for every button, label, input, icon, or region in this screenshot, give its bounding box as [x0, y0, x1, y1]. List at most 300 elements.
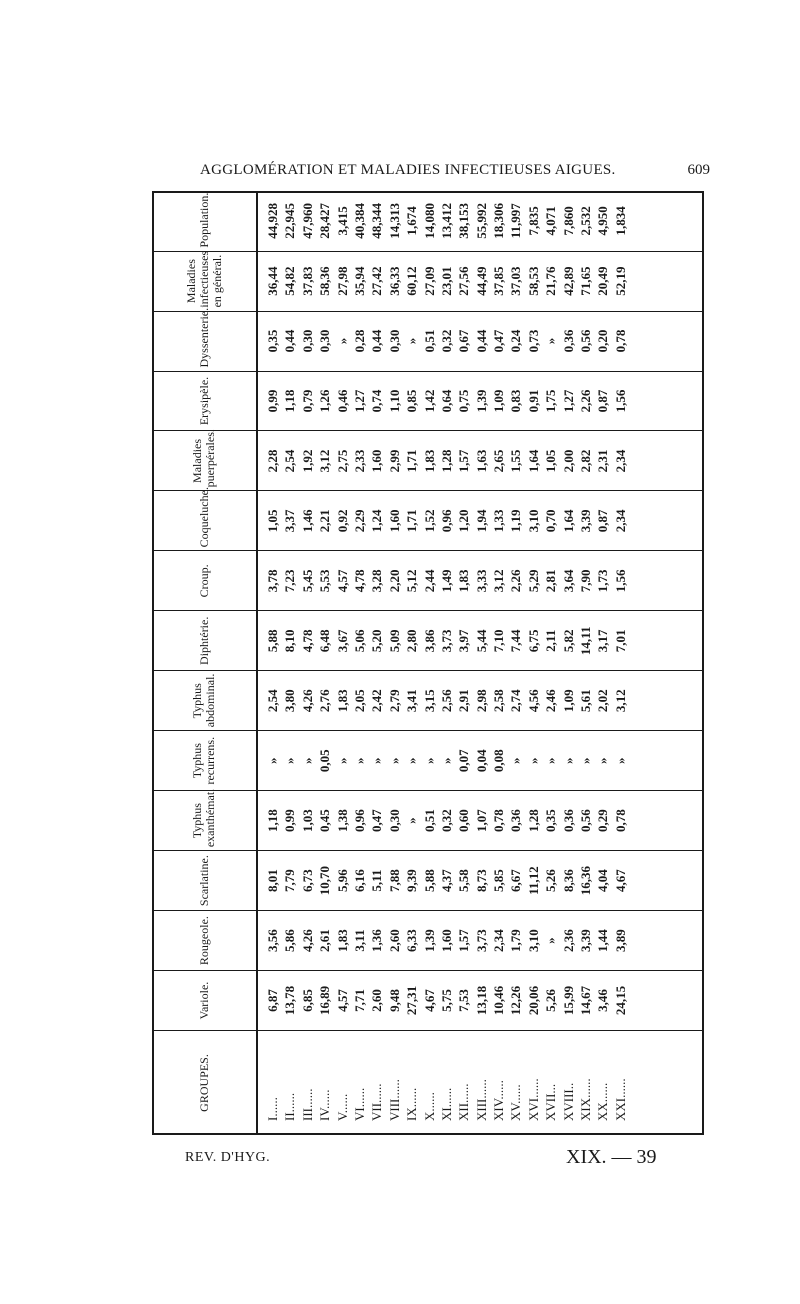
- data-row: [257, 191, 704, 1135]
- cell-croup: 7,23: [282, 569, 298, 593]
- cell-diphterie: 7,10: [491, 629, 507, 653]
- cell-population: 7,835: [525, 206, 541, 236]
- cell-typhus-abdominal: 2,02: [595, 689, 611, 713]
- cell-maladies-puerperales: 2,33: [351, 449, 367, 473]
- sheet-signature: XIX. — 39: [566, 1146, 657, 1168]
- column-header-scarlatine: Scarlatine.: [152, 851, 257, 911]
- cell-variole: 9,48: [386, 989, 402, 1012]
- cell-typhus-abdominal: 3,15: [421, 689, 437, 713]
- column-header-dyssenterie: Dyssenterie.: [152, 311, 257, 371]
- column-croup: [257, 551, 704, 611]
- cell-dyssenterie: 0,30: [386, 329, 402, 353]
- cell-groupes: IV......: [317, 1089, 333, 1121]
- cell-erysipele: 1,26: [317, 389, 333, 413]
- cell-maladies-puerperales: 1,92: [299, 449, 315, 473]
- cell-typhus-abdominal: 1,09: [560, 689, 576, 713]
- cell-groupes: XI......: [438, 1087, 454, 1121]
- cell-population: 14,313: [386, 202, 402, 239]
- cell-coqueluche: 0,92: [334, 509, 350, 533]
- cell-coqueluche: 2,29: [351, 509, 367, 533]
- column-header-croup: Croup.: [152, 551, 257, 611]
- cell-typhus-recurrens: »: [265, 757, 280, 764]
- cell-maladies-infect: 36,44: [265, 266, 280, 296]
- cell-population: 2,532: [578, 206, 594, 236]
- cell-scarlatine: 5,26: [543, 869, 559, 892]
- cell-population: 3,415: [334, 206, 350, 236]
- cell-erysipele: 0,75: [456, 389, 472, 413]
- cell-variole: 16,89: [317, 985, 333, 1016]
- cell-diphterie: 7,44: [508, 629, 524, 653]
- cell-scarlatine: 8,01: [265, 869, 280, 892]
- cell-erysipele: 1,39: [473, 389, 489, 413]
- cell-groupes: XIX......: [578, 1078, 594, 1121]
- cell-coqueluche: 1,60: [386, 509, 402, 533]
- column-header-maladies-infect: Maladies infectieuses en général.: [152, 251, 257, 311]
- cell-croup: 1,83: [456, 569, 472, 593]
- cell-dyssenterie: 0,36: [560, 329, 576, 353]
- cell-croup: 1,56: [612, 569, 628, 593]
- cell-population: 4,950: [595, 206, 611, 236]
- cell-typhus-recurrens: »: [612, 757, 628, 764]
- cell-diphterie: 6,75: [525, 629, 541, 653]
- cell-erysipele: 1,09: [491, 389, 507, 413]
- cell-coqueluche: 3,37: [282, 509, 298, 533]
- cell-maladies-puerperales: 1,55: [508, 449, 524, 473]
- cell-groupes: II......: [282, 1092, 298, 1121]
- cell-rougeole: 3,39: [578, 929, 594, 952]
- cell-population: 7,860: [560, 206, 576, 236]
- cell-variole: 24,15: [612, 985, 628, 1016]
- rotated-table-frame: [152, 191, 704, 1135]
- cell-population: 28,427: [317, 202, 333, 239]
- cell-variole: 14,67: [578, 985, 594, 1016]
- cell-typhus-exanth: 0,47: [369, 809, 385, 833]
- cell-diphterie: 3,97: [456, 629, 472, 653]
- cell-typhus-exanth: 0,30: [386, 809, 402, 833]
- column-coqueluche: [257, 491, 704, 551]
- cell-croup: 1,73: [595, 569, 611, 593]
- cell-typhus-recurrens: »: [282, 757, 298, 764]
- cell-erysipele: 0,74: [369, 389, 385, 413]
- column-header-typhus-exanth: Typhus exanthémat.: [152, 791, 257, 851]
- cell-typhus-recurrens: »: [438, 757, 454, 764]
- cell-rougeole: 1,44: [595, 929, 611, 952]
- column-header-erysipele: Erysipèle.: [152, 371, 257, 431]
- cell-erysipele: 1,10: [386, 389, 402, 413]
- column-header-diphterie: Diphtérie.: [152, 611, 257, 671]
- cell-typhus-exanth: 0,96: [351, 809, 367, 833]
- cell-groupes: VIII......: [386, 1079, 402, 1121]
- cell-typhus-exanth: 1,38: [334, 809, 350, 833]
- cell-variole: 10,46: [491, 985, 507, 1016]
- cell-population: 48,344: [369, 202, 385, 239]
- cell-groupes: I......: [265, 1097, 280, 1121]
- cell-croup: 2,26: [508, 569, 524, 593]
- cell-groupes: XVII...: [543, 1083, 559, 1121]
- cell-dyssenterie: 0,78: [612, 329, 628, 353]
- cell-dyssenterie: 0,47: [491, 329, 507, 353]
- cell-maladies-infect: 37,03: [508, 266, 524, 296]
- cell-rougeole: 3,10: [525, 929, 541, 952]
- cell-typhus-exanth: 0,29: [595, 809, 611, 833]
- cell-groupes: IX......: [404, 1087, 420, 1121]
- cell-maladies-puerperales: 1,83: [421, 449, 437, 473]
- cell-maladies-puerperales: 1,28: [438, 449, 454, 473]
- cell-croup: 5,45: [299, 569, 315, 593]
- cell-typhus-recurrens: 0,08: [491, 749, 507, 773]
- cell-typhus-abdominal: 2,91: [456, 689, 472, 713]
- cell-typhus-recurrens: »: [525, 757, 541, 764]
- cell-dyssenterie: 0,44: [369, 329, 385, 353]
- cell-scarlatine: 7,79: [282, 869, 298, 892]
- cell-typhus-abdominal: 2,58: [491, 689, 507, 713]
- cell-typhus-recurrens: »: [578, 757, 594, 764]
- header-row: [152, 191, 257, 1135]
- cell-croup: 3,12: [491, 569, 507, 593]
- cell-typhus-abdominal: 4,26: [299, 689, 315, 713]
- cell-erysipele: 0,99: [265, 389, 280, 413]
- cell-dyssenterie: 0,24: [508, 329, 524, 353]
- cell-maladies-puerperales: 2,00: [560, 449, 576, 473]
- cell-population: 40,384: [351, 202, 367, 239]
- cell-erysipele: 0,46: [334, 389, 350, 413]
- cell-typhus-recurrens: »: [508, 757, 524, 764]
- cell-typhus-exanth: 0,36: [560, 809, 576, 833]
- cell-croup: 2,20: [386, 569, 402, 593]
- cell-typhus-exanth: 0,78: [491, 809, 507, 833]
- cell-maladies-puerperales: 3,12: [317, 449, 333, 473]
- cell-maladies-puerperales: 1,71: [404, 449, 420, 473]
- cell-typhus-abdominal: 3,80: [282, 689, 298, 713]
- column-typhus-abdominal: [257, 671, 704, 731]
- cell-groupes: X......: [421, 1092, 437, 1121]
- cell-diphterie: 7,01: [612, 629, 628, 653]
- cell-maladies-puerperales: 1,57: [456, 449, 472, 473]
- cell-typhus-recurrens: »: [299, 757, 315, 764]
- cell-rougeole: 2,60: [386, 929, 402, 952]
- cell-scarlatine: 4,67: [612, 869, 628, 892]
- cell-scarlatine: 16,36: [578, 866, 594, 896]
- cell-dyssenterie: 0,32: [438, 329, 454, 353]
- cell-rougeole: 3,73: [473, 929, 489, 952]
- cell-population: 47,960: [299, 202, 315, 239]
- cell-groupes: XIV......: [491, 1080, 507, 1121]
- column-header-variole: Variole.: [152, 971, 257, 1031]
- cell-typhus-recurrens: »: [595, 757, 611, 764]
- cell-coqueluche: 1,20: [456, 509, 472, 533]
- cell-population: 13,412: [438, 202, 454, 239]
- cell-rougeole: 3,56: [265, 929, 280, 952]
- column-header-maladies-puerperales: Maladies puerpérales.: [152, 431, 257, 491]
- cell-typhus-recurrens: »: [404, 757, 420, 764]
- cell-scarlatine: 4,04: [595, 869, 611, 892]
- running-title: AGGLOMÉRATION ET MALADIES INFECTIEUSES AIGUES.: [200, 162, 616, 178]
- cell-variole: 6,87: [265, 989, 280, 1012]
- cell-typhus-abdominal: 2,98: [473, 689, 489, 713]
- cell-typhus-recurrens: 0,04: [473, 749, 489, 773]
- cell-groupes: XV......: [508, 1084, 524, 1121]
- cell-maladies-infect: 20,49: [595, 266, 611, 296]
- cell-dyssenterie: 0,28: [351, 329, 367, 353]
- cell-diphterie: 14,11: [578, 626, 594, 656]
- cell-maladies-infect: 27,42: [369, 266, 385, 296]
- cell-maladies-infect: 54,82: [282, 266, 298, 296]
- cell-croup: 3,64: [560, 569, 576, 593]
- cell-rougeole: 4,26: [299, 929, 315, 952]
- cell-typhus-exanth: 1,07: [473, 809, 489, 833]
- cell-scarlatine: 10,70: [317, 866, 333, 896]
- cell-population: 1,674: [404, 206, 420, 236]
- cell-groupes: XVIII..: [560, 1082, 576, 1121]
- column-erysipele: [257, 371, 704, 431]
- cell-rougeole: 1,79: [508, 929, 524, 952]
- cell-population: 22,945: [282, 202, 298, 239]
- column-header-coqueluche: Coqueluche.: [152, 491, 257, 551]
- cell-scarlatine: 4,37: [438, 869, 454, 892]
- cell-maladies-infect: 36,33: [386, 266, 402, 296]
- column-header-groupes: GROUPES.: [152, 1031, 257, 1136]
- column-header-rougeole: Rougeole.: [152, 911, 257, 971]
- cell-diphterie: 5,88: [265, 629, 280, 653]
- cell-maladies-infect: 58,53: [525, 266, 541, 296]
- cell-typhus-abdominal: 5,61: [578, 689, 594, 713]
- cell-croup: 2,81: [543, 569, 559, 593]
- column-population: [257, 191, 704, 251]
- column-typhus-recurrens: [257, 731, 704, 791]
- cell-erysipele: 1,27: [560, 389, 576, 413]
- cell-maladies-puerperales: 2,65: [491, 449, 507, 473]
- cell-dyssenterie: 0,73: [525, 329, 541, 353]
- column-variole: [257, 971, 704, 1031]
- cell-coqueluche: 1,64: [560, 509, 576, 533]
- cell-scarlatine: 8,73: [473, 869, 489, 892]
- cell-dyssenterie: 0,20: [595, 329, 611, 353]
- cell-typhus-recurrens: »: [351, 757, 367, 764]
- cell-typhus-recurrens: »: [334, 757, 350, 764]
- cell-dyssenterie: 0,30: [317, 329, 333, 353]
- cell-maladies-infect: 35,94: [351, 266, 367, 296]
- cell-typhus-abdominal: 3,41: [404, 689, 420, 713]
- cell-scarlatine: 8,36: [560, 869, 576, 892]
- cell-erysipele: 1,18: [282, 389, 298, 413]
- cell-typhus-exanth: 0,36: [508, 809, 524, 833]
- cell-diphterie: 5,82: [560, 629, 576, 653]
- cell-typhus-exanth: 0,60: [456, 809, 472, 833]
- cell-typhus-exanth: »: [404, 817, 420, 824]
- cell-coqueluche: 3,10: [525, 509, 541, 533]
- cell-groupes: III......: [299, 1088, 315, 1121]
- cell-coqueluche: 0,87: [595, 509, 611, 533]
- cell-typhus-exanth: 0,51: [421, 809, 437, 833]
- cell-groupes: XXI......: [612, 1078, 628, 1121]
- cell-coqueluche: 1,52: [421, 509, 437, 533]
- cell-croup: 1,49: [438, 569, 454, 593]
- column-diphterie: [257, 611, 704, 671]
- cell-variole: 13,18: [473, 985, 489, 1016]
- cell-rougeole: 1,39: [421, 929, 437, 952]
- cell-maladies-puerperales: 1,63: [473, 449, 489, 473]
- cell-coqueluche: 0,96: [438, 509, 454, 533]
- cell-coqueluche: 1,33: [491, 509, 507, 533]
- cell-maladies-puerperales: 2,54: [282, 449, 298, 473]
- column-rougeole: [257, 911, 704, 971]
- cell-groupes: XVI......: [525, 1078, 541, 1121]
- cell-dyssenterie: »: [543, 337, 559, 345]
- cell-typhus-recurrens: 0,05: [317, 749, 333, 773]
- cell-maladies-infect: 23,01: [438, 266, 454, 296]
- cell-typhus-exanth: 1,03: [299, 809, 315, 833]
- cell-maladies-infect: 58,36: [317, 266, 333, 296]
- cell-maladies-infect: 37,85: [491, 266, 507, 296]
- cell-dyssenterie: 0,44: [473, 329, 489, 353]
- cell-typhus-abdominal: 1,83: [334, 689, 350, 713]
- cell-typhus-recurrens: »: [560, 757, 576, 764]
- cell-typhus-recurrens: »: [386, 757, 402, 764]
- cell-rougeole: 2,34: [491, 929, 507, 952]
- cell-coqueluche: 3,39: [578, 509, 594, 533]
- cell-erysipele: 1,42: [421, 389, 437, 413]
- cell-variole: 4,67: [421, 989, 437, 1012]
- cell-erysipele: 0,64: [438, 389, 454, 413]
- cell-typhus-abdominal: 2,42: [369, 689, 385, 713]
- cell-variole: 2,60: [369, 989, 385, 1012]
- cell-rougeole: 5,86: [282, 929, 298, 952]
- cell-variole: 5,75: [438, 989, 454, 1012]
- cell-maladies-infect: 44,49: [473, 266, 489, 296]
- cell-variole: 3,46: [595, 989, 611, 1012]
- cell-typhus-abdominal: 2,76: [317, 689, 333, 713]
- cell-diphterie: 8,10: [282, 629, 298, 653]
- cell-groupes: VI......: [351, 1087, 367, 1121]
- cell-coqueluche: 1,71: [404, 509, 420, 533]
- cell-population: 18,306: [491, 202, 507, 239]
- cell-croup: 5,29: [525, 569, 541, 593]
- cell-maladies-puerperales: 1,60: [369, 449, 385, 473]
- cell-diphterie: 3,86: [421, 629, 437, 653]
- cell-typhus-exanth: 0,32: [438, 809, 454, 833]
- cell-maladies-puerperales: 1,64: [525, 449, 541, 473]
- cell-scarlatine: 5,96: [334, 869, 350, 892]
- cell-groupes: V......: [334, 1093, 350, 1121]
- cell-maladies-puerperales: 2,75: [334, 449, 350, 473]
- cell-rougeole: 3,11: [351, 929, 367, 952]
- cell-coqueluche: 1,94: [473, 509, 489, 533]
- cell-diphterie: 4,78: [299, 629, 315, 653]
- cell-rougeole: 2,36: [560, 929, 576, 952]
- cell-scarlatine: 5,85: [491, 869, 507, 892]
- journal-signature: REV. D'HYG.: [185, 1150, 271, 1165]
- cell-diphterie: 5,09: [386, 629, 402, 653]
- cell-diphterie: 2,11: [543, 629, 559, 652]
- cell-variole: 7,71: [351, 989, 367, 1012]
- cell-rougeole: 1,60: [438, 929, 454, 952]
- cell-scarlatine: 6,73: [299, 869, 315, 892]
- column-groupes: [257, 1031, 704, 1136]
- cell-erysipele: 0,83: [508, 389, 524, 413]
- statistics-table: [152, 191, 704, 1135]
- cell-croup: 3,28: [369, 569, 385, 593]
- cell-diphterie: 3,17: [595, 629, 611, 653]
- cell-scarlatine: 11,12: [525, 866, 541, 895]
- cell-croup: 7,90: [578, 569, 594, 593]
- cell-erysipele: 1,75: [543, 389, 559, 413]
- cell-diphterie: 3,73: [438, 629, 454, 653]
- cell-erysipele: 0,87: [595, 389, 611, 413]
- cell-typhus-abdominal: 4,56: [525, 689, 541, 713]
- column-dyssenterie: [257, 311, 704, 371]
- cell-typhus-abdominal: 3,12: [612, 689, 628, 713]
- cell-typhus-recurrens: »: [369, 757, 385, 764]
- cell-population: 1,834: [612, 206, 628, 236]
- cell-croup: 3,78: [265, 569, 280, 593]
- cell-maladies-puerperales: 2,28: [265, 449, 280, 473]
- cell-rougeole: 6,33: [404, 929, 420, 952]
- cell-variole: 13,78: [282, 985, 298, 1016]
- cell-groupes: XII......: [456, 1083, 472, 1121]
- cell-variole: 5,26: [543, 989, 559, 1012]
- cell-groupes: VII......: [369, 1083, 385, 1121]
- cell-rougeole: 1,83: [334, 929, 350, 952]
- cell-typhus-exanth: 0,56: [578, 809, 594, 833]
- cell-maladies-infect: 37,83: [299, 266, 315, 296]
- cell-erysipele: 0,85: [404, 389, 420, 413]
- cell-maladies-infect: 42,89: [560, 266, 576, 296]
- cell-variole: 4,57: [334, 989, 350, 1012]
- page-header: [200, 162, 710, 186]
- cell-rougeole: 2,61: [317, 929, 333, 952]
- cell-maladies-puerperales: 2,31: [595, 449, 611, 473]
- cell-dyssenterie: »: [334, 337, 350, 345]
- cell-dyssenterie: »: [404, 337, 420, 345]
- cell-maladies-infect: 27,56: [456, 266, 472, 296]
- cell-typhus-abdominal: 2,46: [543, 689, 559, 713]
- cell-typhus-exanth: 1,18: [265, 809, 280, 833]
- cell-groupes: XIII......: [473, 1079, 489, 1121]
- cell-variole: 12,26: [508, 985, 524, 1016]
- cell-diphterie: 5,06: [351, 629, 367, 653]
- column-header-typhus-abdominal: Typhus abdominal.: [152, 671, 257, 731]
- cell-typhus-abdominal: 2,74: [508, 689, 524, 713]
- cell-rougeole: 1,36: [369, 929, 385, 952]
- cell-scarlatine: 5,58: [456, 869, 472, 892]
- cell-population: 44,928: [265, 202, 280, 239]
- cell-dyssenterie: 0,51: [421, 329, 437, 353]
- cell-dyssenterie: 0,35: [265, 329, 280, 353]
- cell-coqueluche: 1,05: [265, 509, 280, 533]
- column-maladies-infect: [257, 251, 704, 311]
- cell-population: 4,071: [543, 206, 559, 236]
- cell-typhus-abdominal: 2,79: [386, 689, 402, 713]
- cell-erysipele: 1,56: [612, 389, 628, 413]
- cell-population: 55,992: [473, 202, 489, 239]
- cell-diphterie: 5,44: [473, 629, 489, 653]
- cell-erysipele: 2,26: [578, 389, 594, 413]
- cell-coqueluche: 1,46: [299, 509, 315, 533]
- page-number: 609: [687, 162, 710, 178]
- cell-dyssenterie: 0,67: [456, 329, 472, 353]
- cell-population: 11,997: [508, 203, 524, 239]
- cell-maladies-puerperales: 2,34: [612, 449, 628, 473]
- cell-diphterie: 2,80: [404, 629, 420, 653]
- cell-maladies-puerperales: 2,99: [386, 449, 402, 473]
- cell-croup: 4,78: [351, 569, 367, 593]
- cell-croup: 5,53: [317, 569, 333, 593]
- cell-typhus-exanth: 0,35: [543, 809, 559, 833]
- cell-erysipele: 1,27: [351, 389, 367, 413]
- cell-scarlatine: 6,16: [351, 869, 367, 892]
- cell-typhus-exanth: 0,99: [282, 809, 298, 833]
- cell-croup: 4,57: [334, 569, 350, 593]
